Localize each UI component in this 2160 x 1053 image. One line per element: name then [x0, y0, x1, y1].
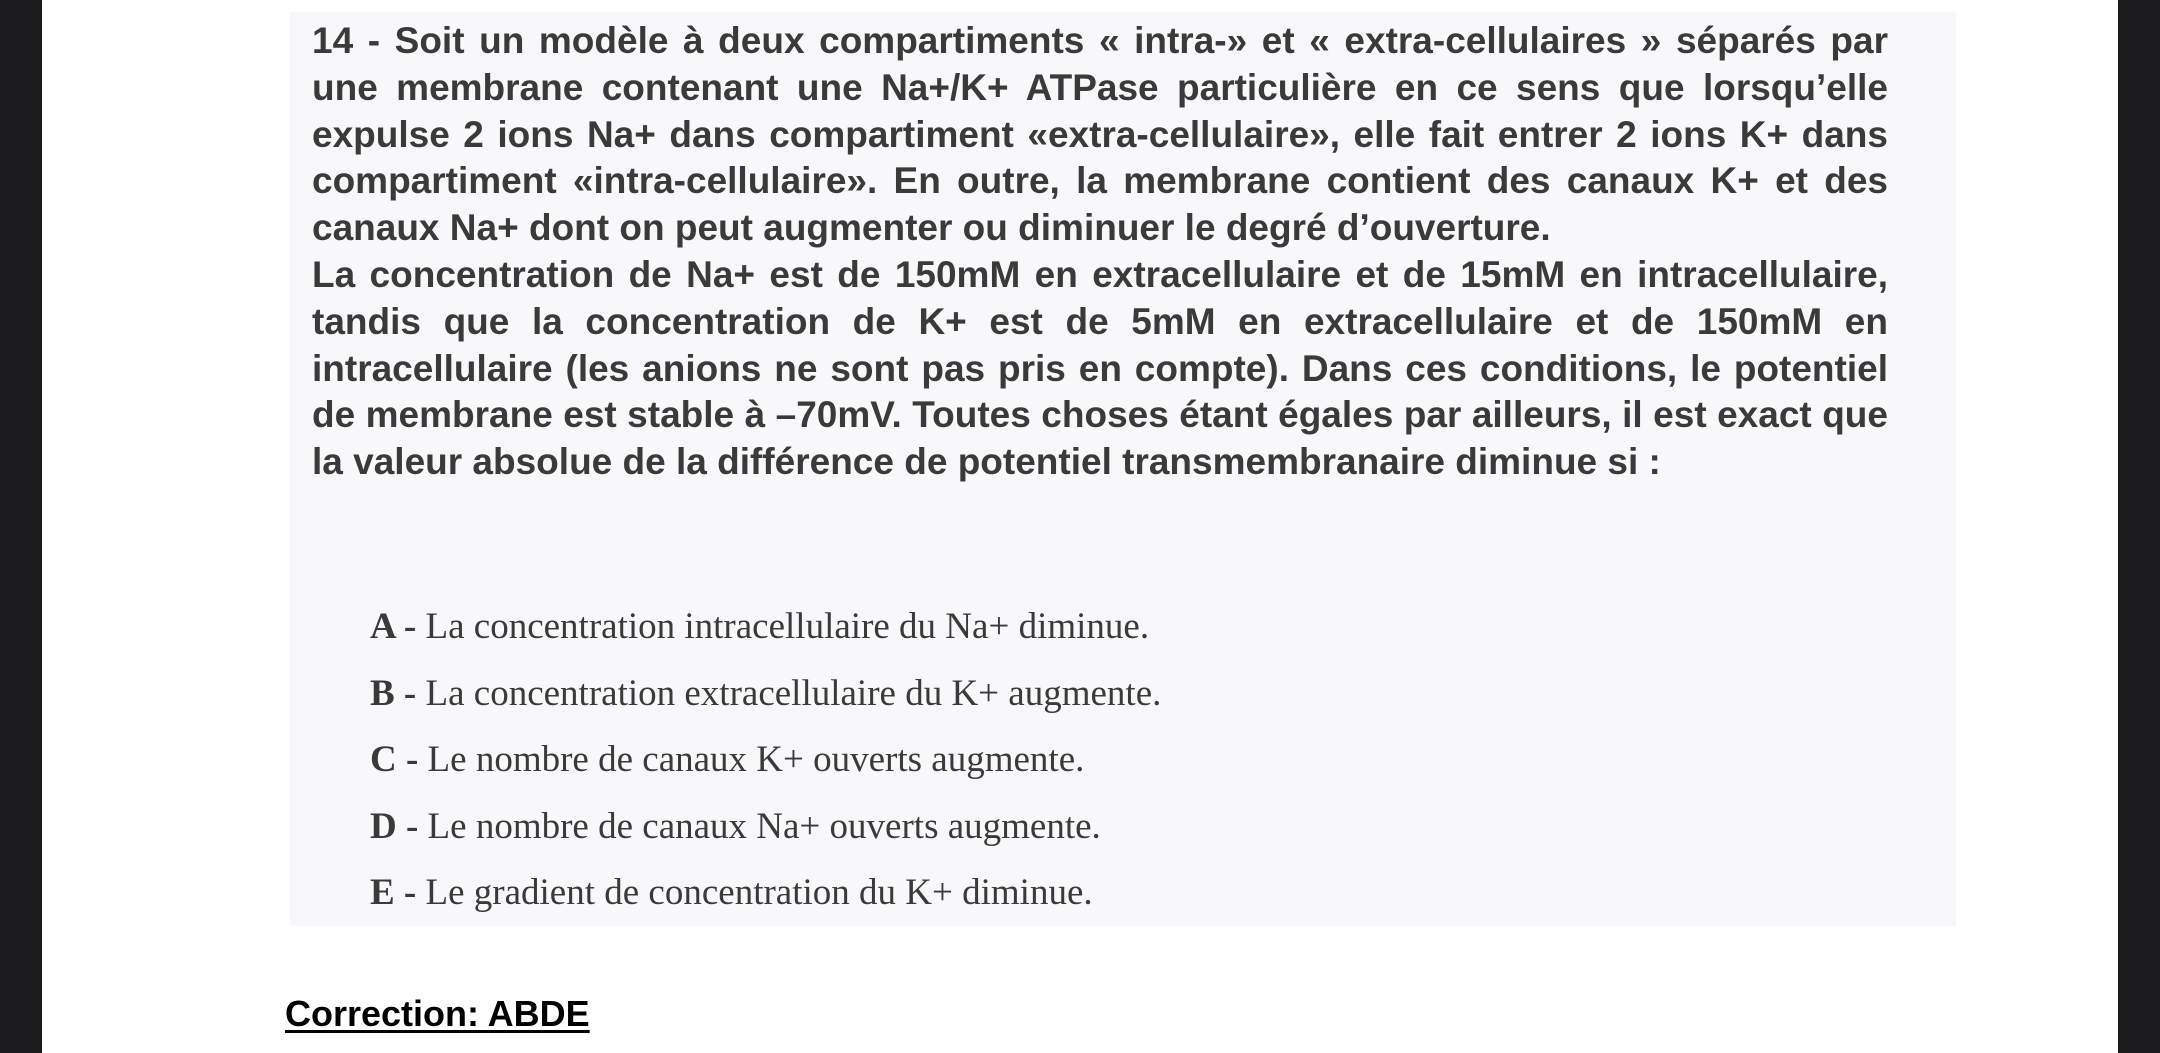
correction-answer: Correction: ABDE: [285, 993, 590, 1034]
option-letter: D -: [370, 805, 419, 847]
option-letter: B -: [370, 672, 417, 714]
answer-options: [370, 600, 1161, 933]
option-text: Le nombre de canaux Na+ ouverts augmente.: [418, 805, 1101, 847]
option-letter: A -: [370, 606, 417, 647]
option-b: [370, 667, 1161, 734]
option-e: [370, 866, 1161, 933]
option-c: [370, 733, 1161, 800]
question-paragraph-1: 14 - Soit un modèle à deux compartiments « intra-» et « extra-cellulaires » séparés par une membrane contenant une Na+/K+ ATPase particulière en ce sens que lorsqu’elle expulse 2 ions Na+ dans compartiment «extra-cellulaire», elle fait entrer 2 ions K+ dans compartiment «intra-cellulaire». En outre, la membrane contient des canaux K+ et des canaux Na+ dont on peut augmenter ou diminuer le degré d’ouverture.: [312, 20, 1888, 249]
option-letter: E -: [370, 872, 417, 913]
option-a: [370, 600, 1161, 667]
option-text: Le gradient de concentration du K+ diminue.: [416, 872, 1093, 913]
option-letter: C -: [370, 739, 419, 780]
question-paragraph-2: La concentration de Na+ est de 150mM en extracellulaire et de 15mM en intracellulaire, tandis que la concentration de K+ est de 5mM en extracellulaire et de 150mM en intracellulaire (les anions ne sont pas pris en compte). Dans ces conditions, le potentiel de membrane est stable à –70mV. Toutes choses étant égales par ailleurs, il est exact que la valeur absolue de la différence de potentiel transmembranaire diminue si :: [312, 253, 1888, 483]
option-text: Le nombre de canaux K+ ouverts augmente.: [418, 739, 1085, 780]
option-text: La concentration extracellulaire du K+ augmente.: [416, 672, 1162, 714]
option-d: [370, 800, 1161, 867]
option-text: La concentration intracellulaire du Na+ diminue.: [416, 606, 1150, 647]
question-text: [312, 18, 1888, 486]
